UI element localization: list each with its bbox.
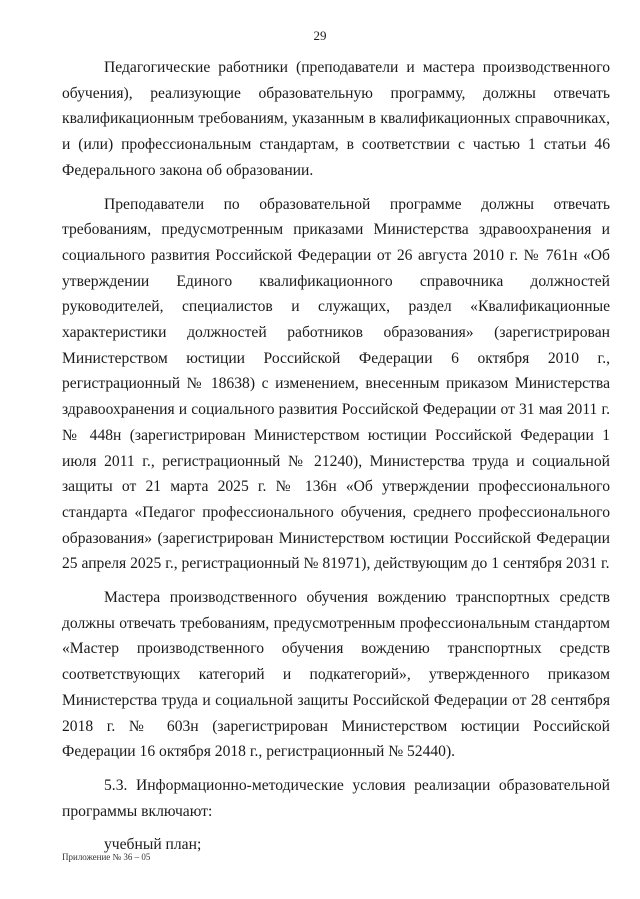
paragraph-driving-masters: Мастера производственного обучения вождению транспортных средств должны отвечать требованиям, предусмотренным профессиональным стандартом «Мастер производственного обучения вождению транспортных средств соответствующих категорий и подкатегорий», утвержденного приказом Министерства труда и социальной защиты Российской Федерации от 28 сентября 2018 г. № 603н (зарегистрирован Министерством юстиции Российской Федерации 16 октября 2018 г., регистрационный № 52440). — [62, 589, 610, 761]
paragraph-curriculum-item: учебный план; — [104, 836, 202, 854]
paragraph-teachers-requirements: Преподаватели по образовательной программе должны отвечать требованиям, предусмотренным приказами Министерства здравоохранения и социального развития Российской Федерации от 26 августа 2010 г. № 761н «Об утверждении Единого квалификационного справочника должностей руководителей, специалистов и служащих, раздел «Квалификационные характеристики должностей работников образования» (зарегистрирован Министерством юстиции Российской Федерации 6 октября 2010 г., регистрационный № 18638) с изменением, внесенным приказом Министерства здравоохранения и социального развития Российской Федерации от 31 мая 2011 г. № 448н (зарегистрирован Министерством юстиции Российской Федерации 1 июля 2011 г., регистрационный № 21240), Министерства труда и социальной защиты от 21 марта 2025 г. № 136н «Об утверждении профессионального стандарта «Педагог профессионального обучения, среднего профессионального образования» (зарегистрирован Министерством юстиции Российской Федерации 25 апреля 2025 г., регистрационный № 81971), действующим до 1 сентября 2031 г. — [62, 195, 610, 573]
paragraph-pedagogical-workers: Педагогические работники (преподаватели и мастера производственного обучения), реализующие образовательную программу, должны отвечать квалификационным требованиям, указанным в квалификационных справочниках, и (или) профессиональным стандартам, в соответствии с частью 1 статьи 46 Федерального закона об образовании. — [62, 59, 610, 179]
paragraph-section-5-3: 5.3. Информационно-методические условия реализации образовательной программы включают: — [62, 776, 610, 820]
document-body — [62, 55, 610, 858]
page-number: 29 — [313, 28, 327, 43]
footer-attachment-label: Приложение № 36 – 05 — [62, 852, 151, 862]
